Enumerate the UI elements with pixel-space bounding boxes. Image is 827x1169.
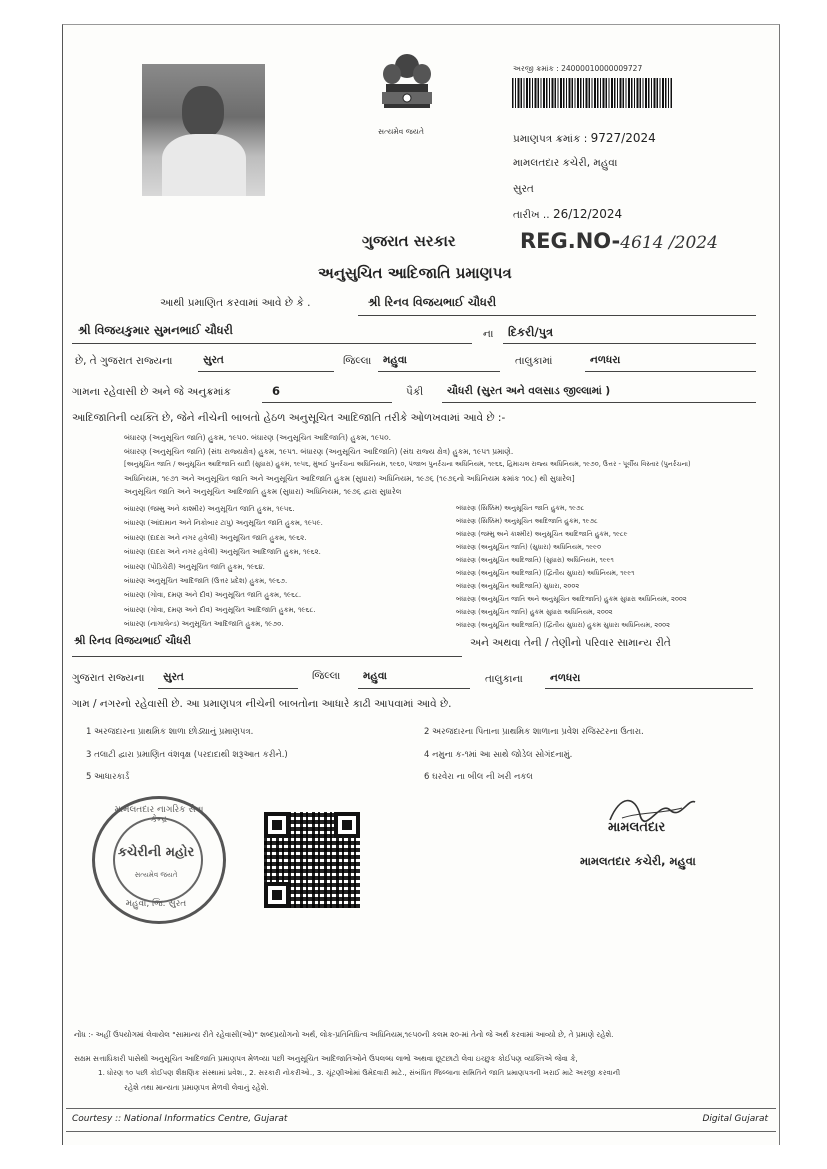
family-text: અને અથવા તેની / તેણીનો પરિવાર સામાન્ય રીતે xyxy=(470,637,671,649)
issuing-office: મામલતદાર કચેરી, મહુવા xyxy=(513,157,618,169)
law-line: અધિનિયમ, ૧૯૭૧ અને અનુસૂચિત જાતિ અને અનુસૂચિત આદિજાતિ હુકમ (સુધારા) અધિનિયમ, ૧૯૭૬ (૧૯૭૬નો અધિનિયમ ક્રમાંક ૧૦૮) થી સુધારેલ] xyxy=(124,473,575,483)
applicant-name-repeat: શ્રી રિનવ વિજયભાઈ ચૌધરી xyxy=(74,635,192,647)
digital-gujarat-text: Digital Gujarat xyxy=(702,1114,768,1124)
law-column-left xyxy=(124,502,323,632)
certificate-number xyxy=(513,131,656,146)
law-item: બંધારણ અનુસૂચિત આદિજાતિ (ઉત્તર પ્રદેશ) હુકમ, ૧૯૬૭. xyxy=(124,577,288,586)
taluka-value-2: નળધરા xyxy=(550,672,581,684)
village-label: ગામના રહેવાસી છે અને જે અનુક્રમાંક xyxy=(72,386,231,398)
courtesy-text: Courtesy :: National Informatics Centre, Gujarat xyxy=(72,1114,288,1124)
barcode xyxy=(512,78,672,108)
state-value: સુરત xyxy=(203,354,224,366)
applicant-name-line xyxy=(358,315,756,316)
parent-name-line xyxy=(72,343,472,344)
serial-line xyxy=(262,402,392,403)
district-value-2: મહુવા xyxy=(363,670,387,682)
resident-text: ગામ / નગરનો રહેવાસી છે. આ પ્રમાણપત્ર નીચેની બાબતોના આધારે કાઢી આપવામાં આવે છે. xyxy=(72,698,452,710)
district-label-2: જિલ્લા xyxy=(312,670,341,682)
tribe-text: આદિજાતિની વ્યક્તિ છે, જેને નીચેની બાબતો હેઠળ અનુસૂચિત આદિજાતિ તરીકે ઓળખવામાં આવે છે :- xyxy=(72,412,506,424)
ashoka-emblem-icon xyxy=(372,50,442,132)
state-line-2 xyxy=(158,688,298,689)
footer-paragraph: સક્ષમ સત્તાધિકારી પાસેથી અનુસૂચિત આદિજાતિ પ્રમાણપત્ર મેળવ્યા પછી અનુસૂચિત આદિજાતિઓને ઉપલબ્ધ લાભો અથવા છૂટછાટો લેવા ઇચ્છુક કોઈપણ વ્યક્તિએ જેવા કે, xyxy=(74,1054,578,1063)
tribe-name: ચૌધરી (સુરત અને વલસાડ જીલ્લામાં ) xyxy=(447,385,611,397)
note-text: નોંધ :- અહીં ઉપયોગમાં લેવાયેલ "સામાન્ય રીતે રહેવાસી(ઓ)" શબ્દપ્રયોગનો અર્થ, લોક-પ્રતિનિધિત્વ અધિનિયમ,૧૯૫૦ની કલમ ૨૦-માં તેનો જે અર્થ કરવામાં આવ્યો છે, તે પ્રમાણે રહેશે. xyxy=(74,1030,614,1039)
registration-number-prefix: REG.NO- xyxy=(520,229,621,253)
signature-office: મામલતદાર કચેરી, મહુવા xyxy=(580,854,696,868)
document-item: 5 આધારકાર્ડ xyxy=(86,772,130,782)
parent-name: શ્રી વિજયકુમાર સુમનભાઈ ચૌધરી xyxy=(78,323,233,337)
applicant-name: શ્રી રિનવ વિજયભાઈ ચૌધરી xyxy=(368,295,497,309)
footer-paragraph: રહેશે તથા માન્યતા પ્રમાણપત્ર મેળવી લેવાનું રહેશે. xyxy=(124,1083,269,1092)
na-label: ના xyxy=(483,328,494,340)
law-line: અનુસૂચિત જાતિ અને અનુસૂચિત આદિજાતિ હુકમ (સુધારા) અધિનિયમ, ૧૯૭૬ દ્વારા સુધારેલ xyxy=(124,487,402,496)
document-item: 2 અરજદારના પિતાના પ્રાથમિક શાળાના પ્રવેશ રજિસ્ટરના ઉતારા. xyxy=(424,727,644,737)
seal-bottom-text: મહુવા, જિ. સુરત xyxy=(125,899,187,909)
law-item: બંધારણ (દાદરા અને નગર હવેલી) અનુસૂચિત જાતિ હુકમ, ૧૯૬૨. xyxy=(124,533,307,542)
office-seal xyxy=(92,796,226,924)
law-item: બંધારણ (અનુસૂચિત જાતિ) હુકમ સુધારા અધિનિયમ, ૨૦૦૨ xyxy=(456,608,613,616)
seal-top-text: મામલતદાર નાગરિક સેવા કેન્દ્ર xyxy=(114,805,204,825)
footer-bar xyxy=(66,1108,776,1132)
application-number-value: 24000010000009727 xyxy=(561,64,643,73)
emblem-motto: સત્યમેવ જયતે xyxy=(378,127,424,136)
law-column-right xyxy=(456,502,687,632)
taluka-value: નળધરા xyxy=(590,354,621,366)
taluka-line-2 xyxy=(545,688,753,689)
issue-date xyxy=(513,207,622,222)
tribe-line xyxy=(442,402,756,403)
relation: દિકરી/પુત્ર xyxy=(508,325,554,339)
law-item: બંધારણ (અનુસૂચિત આદિજાતિ) સુધારા, ૨૦૦૨ xyxy=(456,582,580,590)
taluka-label-2: તાલુકાના xyxy=(485,673,523,685)
district-line xyxy=(378,371,500,372)
document-item: 6 ઘરવેરા ના બીલ ની ખરી નકલ xyxy=(424,772,533,782)
law-line: બંધારણ (અનુસૂચિત જાતિ) હુકમ, ૧૯૫૦. બંધારણ (અનુસૂચિત આદિજાતિ) હુકમ, ૧૯૫૦. xyxy=(124,433,391,442)
applicant-name-repeat-line xyxy=(72,656,462,657)
relation-line xyxy=(503,343,756,344)
qr-code xyxy=(264,812,360,908)
state-label-2: ગુજરાત રાજ્યના xyxy=(72,672,145,684)
applicant-photo xyxy=(142,64,265,196)
paiki-label: પૈકી xyxy=(406,386,424,398)
law-item: બંધારણ (અનુસૂચિત આદિજાતિ) (દ્વિતીય સુધારા) હુકમ સુધારા અધિનિયમ, ૨૦૦૨ xyxy=(456,621,671,629)
state-label: છે, તે ગુજરાત રાજ્યના xyxy=(75,355,173,367)
application-number xyxy=(513,64,642,74)
law-item: બંધારણ (સિક્કિમ) અનુસૂચિત જાતિ હુકમ, ૧૯૭૮ xyxy=(456,504,585,512)
law-item: બંધારણ (દાદરા અને નગર હવેલી) અનુસૂચિત આદિજાતિ હુકમ, ૧૯૬૨. xyxy=(124,548,321,557)
district-line-2 xyxy=(358,688,470,689)
state-line xyxy=(198,371,334,372)
government-heading: ગુજરાત સરકાર xyxy=(362,232,456,250)
law-item: બંધારણ (જમ્મુ અને કાશ્મીર) અનુસૂચિત આદિજાતિ હુકમ, ૧૯૮૯ xyxy=(456,530,628,538)
law-item: બંધારણ (ગોવા, દમણ અને દીવ) અનુસૂચિત આદિજાતિ હુકમ, ૧૯૬૮. xyxy=(124,605,316,614)
document-item: 4 નમુના ક-૧માં આ સાથે જોડેલ સોગંદનામું. xyxy=(424,750,573,760)
registration-number xyxy=(520,229,718,253)
certificate-number-label: પ્રમાણપત્ર ક્રમાંક : xyxy=(513,133,588,145)
certificate-title: અનુસુચિત આદિજાતિ પ્રમાણપત્ર xyxy=(318,264,512,282)
serial-number: 6 xyxy=(272,384,281,398)
law-line: [અનુસૂચિત જાતિ / અનુસૂચિત આદિજાતિ યાદી (સુધારા) હુકમ, ૧૯૫૬, મુંબઈ પુનર્રચના અધિનિયમ, ૧૯૬૦, પંજાબ પુનર્રચના અધિનિયમ, ૧૯૬૬, હિમાચલ રાજ્ય અધિનિયમ, ૧૯૭૦, ઉત્તર - પૂર્વીય વિસ્તાર (પુનર્રચના) xyxy=(124,460,691,468)
state-value-2: સુરત xyxy=(163,671,184,683)
city: સુરત xyxy=(513,183,534,195)
issue-date-label: તારીખ .. xyxy=(513,209,550,221)
law-item: બંધારણ (અનુસૂચિત આદિજાતિ) (દ્વિતીય સુધારા) અધિનિયમ, ૧૯૯૧ xyxy=(456,569,635,577)
district-value: મહુવા xyxy=(383,354,407,366)
district-label: જિલ્લા xyxy=(343,355,372,367)
law-list xyxy=(124,431,691,499)
footer-paragraph: 1. ધોરણ ૧૦ પછી કોઈપણ શૈક્ષણિક સંસ્થામાં પ્રવેશ., 2. સરકારી નોકરીઓ., 3. ચૂંટણીઓમાં ઉમેદવારી માટે., સંબંધિત જિલ્લાના સમિતિને જાતિ પ્રમાણપત્રની ખરાઈ માટે અરજી કરવાની xyxy=(98,1068,621,1077)
law-item: બંધારણ (અનુસૂચિત જાતિ) (સુધારા) અધિનિયમ, ૧૯૯૦ xyxy=(456,543,602,551)
law-item: બંધારણ (અનુસૂચિત આદિજાતિ) (સુધારા) અધિનિયમ, ૧૯૯૧ xyxy=(456,556,614,564)
seal-motto: સત્યમેવ જયતે xyxy=(134,871,178,879)
law-item: બંધારણ (સિક્કિમ) અનુસૂચિત આદિજાતિ હુકમ, ૧૯૭૮ xyxy=(456,517,598,525)
law-item: બંધારણ (આંદામાન અને નિકોબાર ટાપુ) અનુસૂચિત જાતિ હુકમ, ૧૯૫૯. xyxy=(124,519,323,528)
certificate-number-value: 9727/2024 xyxy=(590,131,656,145)
law-item: બંધારણ (અનુસૂચિત જાતિ અને અનુસૂચિત આદિજાતિ) હુકમ સુધારા અધિનિયમ, ૨૦૦૨ xyxy=(456,595,687,603)
signature-title: મામલતદાર xyxy=(608,820,666,835)
registration-number-handwritten: 4614 /2024 xyxy=(620,233,718,253)
law-item: બંધારણ (પોંડિચેરી) અનુસૂચિત જાતિ હુકમ, ૧૯૬૪. xyxy=(124,562,265,571)
law-item: બંધારણ (ગોવા, દમણ અને દીવ) અનુસૂચિત જાતિ હુકમ, ૧૯૬૮. xyxy=(124,591,302,600)
law-item: બંધારણ (નાગાલેન્ડ) અનુસૂચિત આદિજાતિ હુકમ, ૧૯૭૦. xyxy=(124,620,284,629)
taluka-line xyxy=(585,371,756,372)
certify-text: આથી પ્રમાણિત કરવામાં આવે છે કે . xyxy=(160,297,311,309)
document-item: 3 તલાટી દ્વારા પ્રમાણિત વંશવૃક્ષ (પરદાદાથી શરૂઆત કરીને.) xyxy=(86,750,288,760)
taluka-label: તાલુકામાં xyxy=(515,355,553,367)
application-number-label: અરજી ક્રમાંક : xyxy=(513,64,559,73)
issue-date-value: 26/12/2024 xyxy=(552,207,623,221)
law-item: બંધારણ (જમ્મુ અને કાશ્મીર) અનુસૂચિત જાતિ હુકમ, ૧૯૫૬. xyxy=(124,505,295,513)
seal-center-text: કચેરીની મહોર xyxy=(117,845,195,860)
law-line: બંધારણ (અનુસૂચિત જાતિ) (સંઘ રાજ્યક્ષેત્ર) હુકમ, ૧૯૫૧. બંધારણ (અનુસૂચિત આદિજાતિ) (સંઘ રાજ્ય ક્ષેત્ર) હુકમ, ૧૯૫૧ પ્રમાણે. xyxy=(124,446,514,456)
document-item: 1 અરજદારના પ્રાથમિક શાળા છોડ્યાનું પ્રમાણપત્ર. xyxy=(86,727,254,737)
